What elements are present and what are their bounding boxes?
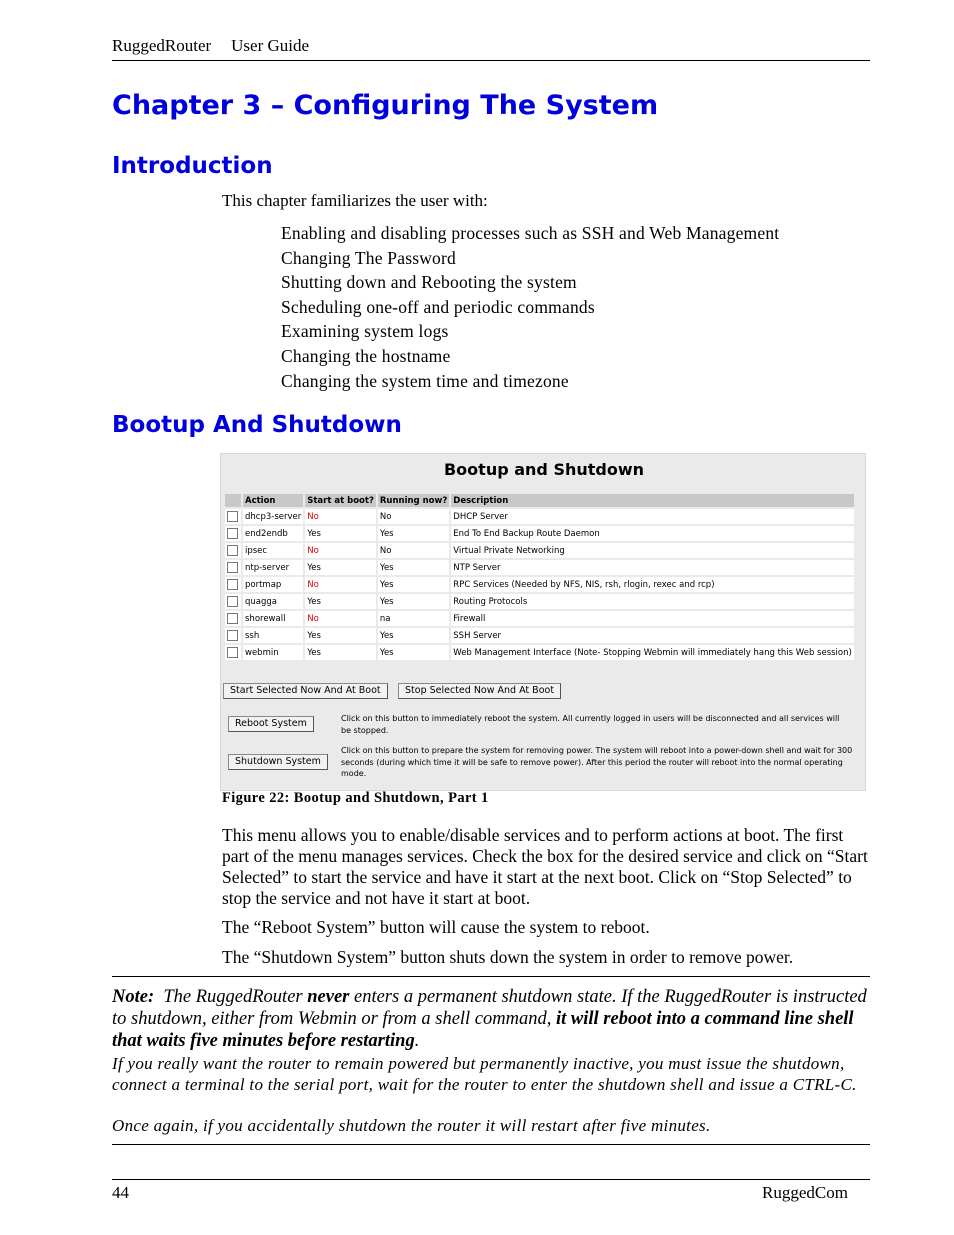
description-cell: Routing Protocols bbox=[451, 594, 854, 609]
start-at-boot-cell: Yes bbox=[305, 526, 376, 541]
screenshot-title: Bootup and Shutdown bbox=[443, 460, 645, 479]
description-cell: Web Management Interface (Note- Stopping Webmin will immediately hang this Web session) bbox=[451, 645, 854, 660]
row-checkbox[interactable] bbox=[227, 630, 238, 641]
table-row bbox=[225, 645, 854, 660]
body-paragraph: The “Shutdown System” button shuts down the system in order to remove power. bbox=[222, 947, 794, 967]
action-cell[interactable]: end2endb bbox=[243, 526, 303, 541]
select-cell bbox=[225, 509, 241, 524]
list-item: Changing the hostname bbox=[281, 345, 451, 366]
running-now-cell: No bbox=[378, 543, 449, 558]
select-cell bbox=[225, 560, 241, 575]
select-cell bbox=[225, 628, 241, 643]
start-at-boot-cell: Yes bbox=[305, 628, 376, 643]
table-row bbox=[225, 628, 854, 643]
page-number: 44 bbox=[112, 1183, 129, 1202]
row-checkbox[interactable] bbox=[227, 528, 238, 539]
shutdown-description: Click on this button to prepare the system for removing power. The system will reboot into a power-down shell and wait for 300 seconds (during which time it will be safe to remove power). After this period the router will reboot into the normal operating mode. bbox=[341, 746, 853, 778]
list-item: Scheduling one-off and periodic commands bbox=[281, 296, 595, 317]
services-table bbox=[223, 492, 856, 662]
shutdown-system-button[interactable]: Shutdown System bbox=[228, 754, 328, 770]
select-cell bbox=[225, 577, 241, 592]
action-cell[interactable]: dhcp3-server bbox=[243, 509, 303, 524]
column-header: Description bbox=[451, 494, 854, 507]
row-checkbox[interactable] bbox=[227, 511, 238, 522]
body-paragraph: This menu allows you to enable/disable services and to perform actions at boot. The first part of the menu manages services. Check the box for the desired service and click on “Start Selected” to start the service and have it start at the next boot. Click on “Stop Selected” to stop the service and not have it start at boot. bbox=[222, 825, 868, 908]
row-checkbox[interactable] bbox=[227, 545, 238, 556]
start-selected-button[interactable]: Start Selected Now And At Boot bbox=[223, 683, 388, 699]
note-top-rule bbox=[112, 976, 870, 977]
start-at-boot-cell: Yes bbox=[305, 645, 376, 660]
row-checkbox[interactable] bbox=[227, 579, 238, 590]
running-now-cell: na bbox=[378, 611, 449, 626]
stop-selected-button[interactable]: Stop Selected Now And At Boot bbox=[398, 683, 561, 699]
description-cell: SSH Server bbox=[451, 628, 854, 643]
action-cell[interactable]: quagga bbox=[243, 594, 303, 609]
table-row bbox=[225, 611, 854, 626]
footer-company: RuggedCom bbox=[762, 1183, 848, 1202]
description-cell: DHCP Server bbox=[451, 509, 854, 524]
note-block bbox=[112, 986, 872, 1052]
column-header: Action bbox=[243, 494, 303, 507]
action-cell[interactable]: portmap bbox=[243, 577, 303, 592]
reboot-description: Click on this button to immediately reboot the system. All currently logged in users will be disconnected and all services will be stopped. bbox=[341, 714, 840, 735]
note-bottom-rule bbox=[112, 1144, 870, 1145]
row-checkbox[interactable] bbox=[227, 613, 238, 624]
note-label: Note: bbox=[112, 987, 155, 1007]
column-header: Start at boot? bbox=[307, 495, 374, 506]
select-column-header bbox=[225, 494, 241, 507]
running-now-cell: Yes bbox=[378, 526, 449, 541]
bootup-screenshot bbox=[220, 453, 866, 791]
start-at-boot-cell: No bbox=[305, 611, 376, 626]
note-text: enters a permanent shutdown state. If the RuggedRouter is instructed to shutdown, either from Webmin or from a shell command, bbox=[112, 987, 867, 1029]
action-cell[interactable]: ssh bbox=[243, 628, 303, 643]
select-cell bbox=[225, 543, 241, 558]
action-cell[interactable]: shorewall bbox=[243, 611, 303, 626]
description-cell: Firewall bbox=[451, 611, 854, 626]
note-text: . bbox=[414, 1031, 420, 1051]
footer-rule bbox=[112, 1179, 870, 1180]
list-item: Enabling and disabling processes such as SSH and Web Management bbox=[281, 223, 780, 243]
column-header: Running now? bbox=[379, 495, 448, 506]
introduction-heading: Introduction bbox=[112, 153, 273, 179]
bootup-heading: Bootup And Shutdown bbox=[112, 412, 402, 438]
description-cell: NTP Server bbox=[451, 560, 854, 575]
table-row bbox=[225, 594, 854, 609]
body-paragraph: The “Reboot System” button will cause the system to reboot. bbox=[222, 917, 650, 937]
start-at-boot-cell: No bbox=[305, 543, 376, 558]
description-cell: End To End Backup Route Daemon bbox=[451, 526, 854, 541]
note-emphasis: never bbox=[307, 987, 350, 1007]
select-cell bbox=[225, 594, 241, 609]
row-checkbox[interactable] bbox=[227, 647, 238, 658]
action-cell[interactable]: ntp-server bbox=[243, 560, 303, 575]
select-cell bbox=[225, 611, 241, 626]
note-paragraph: If you really want the router to remain powered but permanently inactive, you must issue the shutdown, connect a terminal to the serial port, wait for the router to enter the shutdown shell and issue a CTRL-C. bbox=[112, 1054, 857, 1094]
running-now-cell: Yes bbox=[378, 645, 449, 660]
description-cell: Virtual Private Networking bbox=[451, 543, 854, 558]
select-cell bbox=[225, 526, 241, 541]
description-cell: RPC Services (Needed by NFS, NIS, rsh, rlogin, rexec and rcp) bbox=[451, 577, 854, 592]
start-at-boot-cell: No bbox=[305, 577, 376, 592]
running-now-cell: Yes bbox=[378, 560, 449, 575]
table-row bbox=[225, 560, 854, 575]
chapter-title: Chapter 3 – Configuring The System bbox=[112, 90, 659, 121]
note-emphasis: it will reboot into a command line shell that waits five minutes before restarting bbox=[112, 1009, 854, 1051]
running-now-cell: Yes bbox=[378, 594, 449, 609]
header-doc: User Guide bbox=[231, 36, 310, 55]
table-header-row bbox=[225, 494, 854, 507]
table-row bbox=[225, 509, 854, 524]
start-at-boot-cell: No bbox=[305, 509, 376, 524]
note-paragraph: Once again, if you accidentally shutdown the router it will restart after five minutes. bbox=[112, 1116, 711, 1135]
list-item: Changing The Password bbox=[281, 247, 456, 268]
action-cell[interactable]: webmin bbox=[243, 645, 303, 660]
header-rule bbox=[112, 60, 870, 61]
row-checkbox[interactable] bbox=[227, 596, 238, 607]
list-item: Shutting down and Rebooting the system bbox=[281, 272, 577, 293]
running-now-cell: Yes bbox=[378, 577, 449, 592]
introduction-lead: This chapter familiarizes the user with: bbox=[222, 191, 488, 210]
select-cell bbox=[225, 645, 241, 660]
table-row bbox=[225, 577, 854, 592]
note-text: The RuggedRouter bbox=[154, 987, 308, 1007]
start-at-boot-cell: Yes bbox=[305, 560, 376, 575]
list-item: Examining system logs bbox=[281, 321, 449, 342]
row-checkbox[interactable] bbox=[227, 562, 238, 573]
start-at-boot-cell: Yes bbox=[305, 594, 376, 609]
list-item: Changing the system time and timezone bbox=[281, 370, 569, 391]
table-row bbox=[225, 526, 854, 541]
running-header bbox=[112, 36, 309, 56]
reboot-system-button[interactable]: Reboot System bbox=[228, 716, 314, 732]
figure-caption: Figure 22: Bootup and Shutdown, Part 1 bbox=[222, 790, 489, 806]
header-product: RuggedRouter bbox=[112, 36, 212, 55]
table-row bbox=[225, 543, 854, 558]
running-now-cell: No bbox=[378, 509, 449, 524]
running-now-cell: Yes bbox=[378, 628, 449, 643]
action-cell[interactable]: ipsec bbox=[243, 543, 303, 558]
feature-list bbox=[281, 221, 779, 393]
